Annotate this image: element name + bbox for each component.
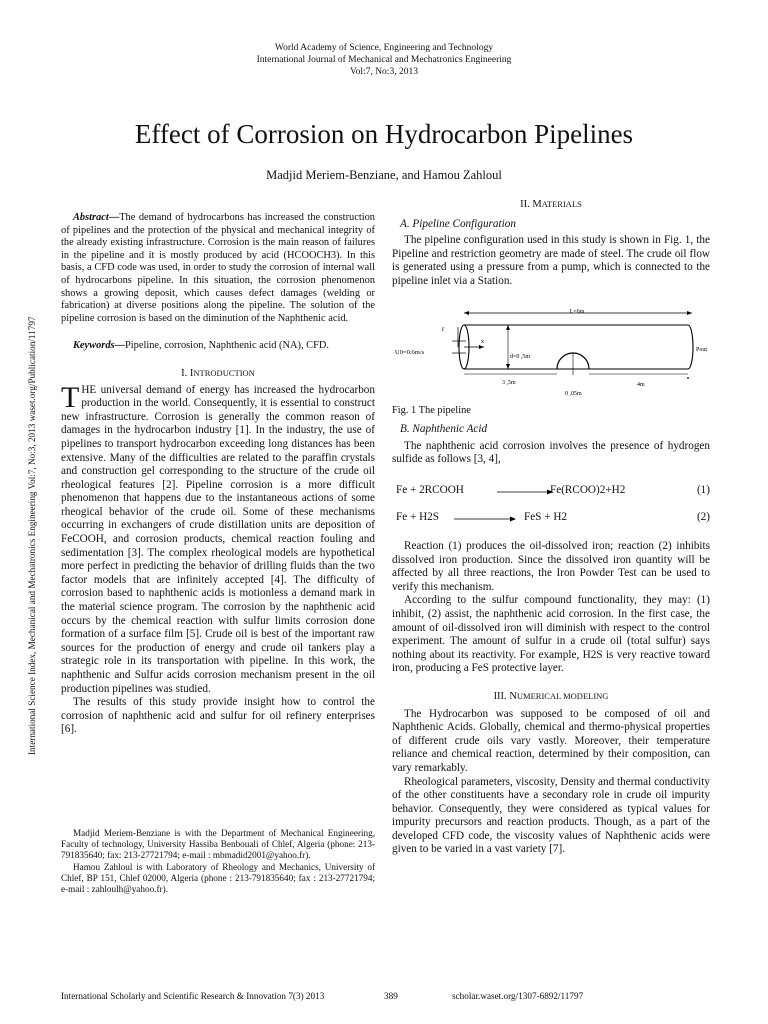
abstract	[61, 212, 375, 325]
gap-label: 0 ,05m	[565, 391, 582, 397]
header-line-2: International Journal of Mechanical and Mechatronics Engineering	[256, 55, 512, 65]
diameter-arrow-bottom	[506, 364, 510, 369]
numerical-heading-cap: N	[509, 690, 517, 702]
equation-2	[392, 511, 710, 527]
materials-heading	[392, 198, 710, 212]
footnote-2: Hamou Zahloul is with Laboratory of Rheology and Mechanics, University of Chlef, BP 151, Chlef 02000, Algeria (phone : 213-791835640; fax : 213-27721794; e-mail : zahloulh@yahoo.fr).	[61, 861, 375, 895]
intro-heading	[61, 367, 375, 381]
subsection-a: A. Pipeline Configuration	[400, 217, 516, 230]
right-column-lower	[392, 540, 710, 857]
outlet-dot	[687, 377, 689, 379]
materials-paragraph-a: The pipeline configuration used in this study is shown in Fig. 1, the Pipeline and restriction geometry are made of steel. The crude oil flow is generated using a pressure from a pump, which is connected to the pipeline inlet via a Station.	[392, 234, 710, 287]
length-arrow-right	[687, 311, 692, 315]
x-arrow	[479, 345, 484, 349]
drop-cap: T	[61, 380, 80, 414]
eq2-arrow	[454, 515, 516, 523]
keywords	[61, 339, 375, 353]
abstract-text: The demand of hydrocarbons has increased the construction of pipelines and the protection of the physical and mechanical integrity of the already existing infrastructure. Corrosion is the main reason of failures in the pipeline and it is mostly produced by acid (HCOOCH3). In this basis, a CFD code was used, in order to study the corrosion of internal wall of hydrocarbons pipeline. In this situation, the corrosion phenomenon shows a growing deposit, which causes defect damages (welding or fabrication) at diverse positions along the pipeline. The solution of the pipeline corrosion is based on the diminution of the Naphthenic acid.	[61, 212, 375, 324]
eq2-number: (2)	[696, 511, 710, 523]
pipe-outline	[464, 325, 693, 369]
r-label: r	[442, 325, 445, 333]
paper-authors: Madjid Meriem-Benziane, and Hamou Zahloul	[266, 168, 502, 182]
pipeline-diagram	[392, 303, 710, 403]
materials-paragraph-b: The naphthenic acid corrosion involves the presence of hydrogen sulfide as follows [3, 4],	[392, 439, 710, 466]
footer-right: scholar.waset.org/1307-6892/11797	[452, 991, 584, 1001]
abstract-dash: —	[108, 212, 120, 223]
diameter-arrow-top	[506, 325, 510, 330]
footer-page-number: 389	[384, 991, 398, 1001]
figure-caption: Fig. 1 The pipeline	[392, 405, 471, 416]
eq2-rhs: FeS + H2	[524, 511, 567, 523]
footer-left: International Scholarly and Scientific Research & Innovation 7(3) 2013	[61, 991, 325, 1001]
u0-label: U0=0.6m/s	[395, 349, 425, 356]
materials-heading-rest: ATERIALS	[541, 199, 582, 209]
pout-label: Pout	[696, 347, 708, 353]
header-line-3: Vol:7, No:3, 2013	[350, 67, 418, 77]
numerical-heading-rest: UMERICAL MODELING	[516, 690, 609, 701]
numerical-paragraph-2: Rheological parameters, viscosity, Density and thermal conductivity of the other constituents have a secondary role in crude oil impurity behavior. Consequently, they were considered as typical values for impurity precursors and reaction products. Though, as a part of the developed CFD code, the viscosity values of Naphthenic acids were given to be varied in a vast variety [7].	[392, 775, 710, 856]
keywords-label: Keywords	[73, 340, 115, 352]
intro-p1-text: HE universal demand of energy has increased the hydrocarbon production in the world. Consequently, it is essential to construct new infrastructure. Corrosion is generally the common reason of damages in the hydrocarbon industry [1]. In the industry, the use of pipelines to transport hydrocarbon exceeding long distances has been extensive. Many of the difficulties are related to the paraffin crystals and construction gel corresponding to the structure of the crude oil rheological features [2]. Pipeline corrosion is a more difficult phenomenon that happens due to the instantaneous actions of some rheogical behavior of the crude oil. Some of these mechanisms occurring in exchangers of crude distillation units are deposition of FeCOOH, and corrosion products, chemical reaction fouling and sedimentation [3]. The complex rheological models are hypothetical more perfect in predicting the behavior of drilling fluids than the two factor models that are infinitely accepted [4]. The difficulty of corrosion based to naphthenic acids is motionless a demand mark in the material science program. The corrosion by the naphthenic acid occurs by the chemical reaction with sulfur limits corrosion done formation of a surface film [5]. Crude oil is best of the important raw sources for the production of energy and crude oil tankers play a strategic role in its transportation with pipeline. In this work, the naphthenic and Sulfur acids corrosion mechanism present in the oil production pipelines was studied.	[61, 383, 375, 695]
footnote-1: Madjid Meriem-Benziane is with the Department of Mechanical Engineering, Faculty of technology, University Hassiba Benbouali of Chlef, Algeria (phone: 213-791835640; fax: 213-27721794; e-mail : mbmadid2001@yahoo.fr).	[61, 828, 375, 861]
right-column-top	[392, 198, 710, 289]
keywords-dash: —	[114, 340, 125, 352]
x-label: x	[481, 339, 484, 345]
pipeline-figure	[392, 303, 710, 403]
materials-heading-num: II.	[520, 199, 533, 210]
materials-paragraph-c: Reaction (1) produces the oil-dissolved iron; reaction (2) inhibits dissolved iron production. Since the dissolved iron quantity will be affected by all three reactions, the Iron Powder Test can be used to verify this mechanism.	[392, 540, 710, 593]
materials-paragraph-d: According to the sulfur compound functionality, they may: (1) inhibit, (2) assist, the naphthenic acid corrosion. In the first case, the amount of oil-dissolved iron will diminish with respect to the control experiment. The amount of sulfur in a crude oil (total sulfur) says nothing about its reactivity. For example, H2S is very reactive toward iron, producing a FeS protective layer.	[392, 594, 710, 675]
intro-heading-rest: NTRODUCTION	[193, 367, 255, 378]
length-arrow-left	[464, 311, 469, 315]
journal-header	[0, 42, 768, 78]
numerical-paragraph-1: The Hydrocarbon was supposed to be composed of oil and Naphthenic Acids. Globally, chemical and thermo-physical properties of different crude oils vary vastly. Moreover, their temperature reliance and chemical reaction, determined by their composition, can vary remarkably.	[392, 707, 710, 774]
length-label: L=6m	[569, 309, 585, 315]
abstract-label: Abstract	[73, 212, 109, 223]
eq1-arrow	[497, 488, 553, 496]
intro-heading-cap: I	[189, 367, 194, 379]
eq1-number: (1)	[696, 484, 710, 496]
diameter-label: d=0 ,5m	[510, 354, 531, 360]
eq1-lhs: Fe + 2RCOOH	[396, 484, 464, 496]
equation-1	[392, 484, 710, 500]
intro-paragraph-2: The results of this study provide insight how to control the corrosion of naphthenic acid and sulfur for oil refinery enterprises [6].	[61, 696, 375, 736]
intro-heading-num: I.	[181, 367, 190, 379]
right-column-mid	[392, 423, 710, 467]
numerical-heading-num: III.	[493, 690, 510, 702]
intro-paragraph-1	[61, 380, 375, 697]
segment-2-label: 4m	[637, 382, 645, 388]
segment-1-label: 3 ,5m	[502, 380, 516, 386]
sidebar-index-text: International Science Index, Mechanical and Mechatronics Engineering Vol:7, No:3, 2013 waset.org/Publication/11797	[27, 316, 37, 755]
subsection-b: B. Naphthenic Acid	[400, 423, 488, 435]
eq2-lhs: Fe + H2S	[396, 511, 439, 523]
footnotes	[61, 828, 375, 895]
materials-heading-cap: M	[532, 199, 542, 210]
eq1-rhs: Fe(RCOO)2+H2	[550, 484, 626, 496]
left-column	[61, 212, 375, 737]
numerical-heading	[392, 690, 710, 704]
keywords-text: Pipeline, corrosion, Naphthenic acid (NA), CFD.	[124, 340, 329, 352]
header-line-1: World Academy of Science, Engineering and Technology	[274, 43, 494, 53]
paper-title: Effect of Corrosion on Hydrocarbon Pipelines	[134, 119, 634, 149]
